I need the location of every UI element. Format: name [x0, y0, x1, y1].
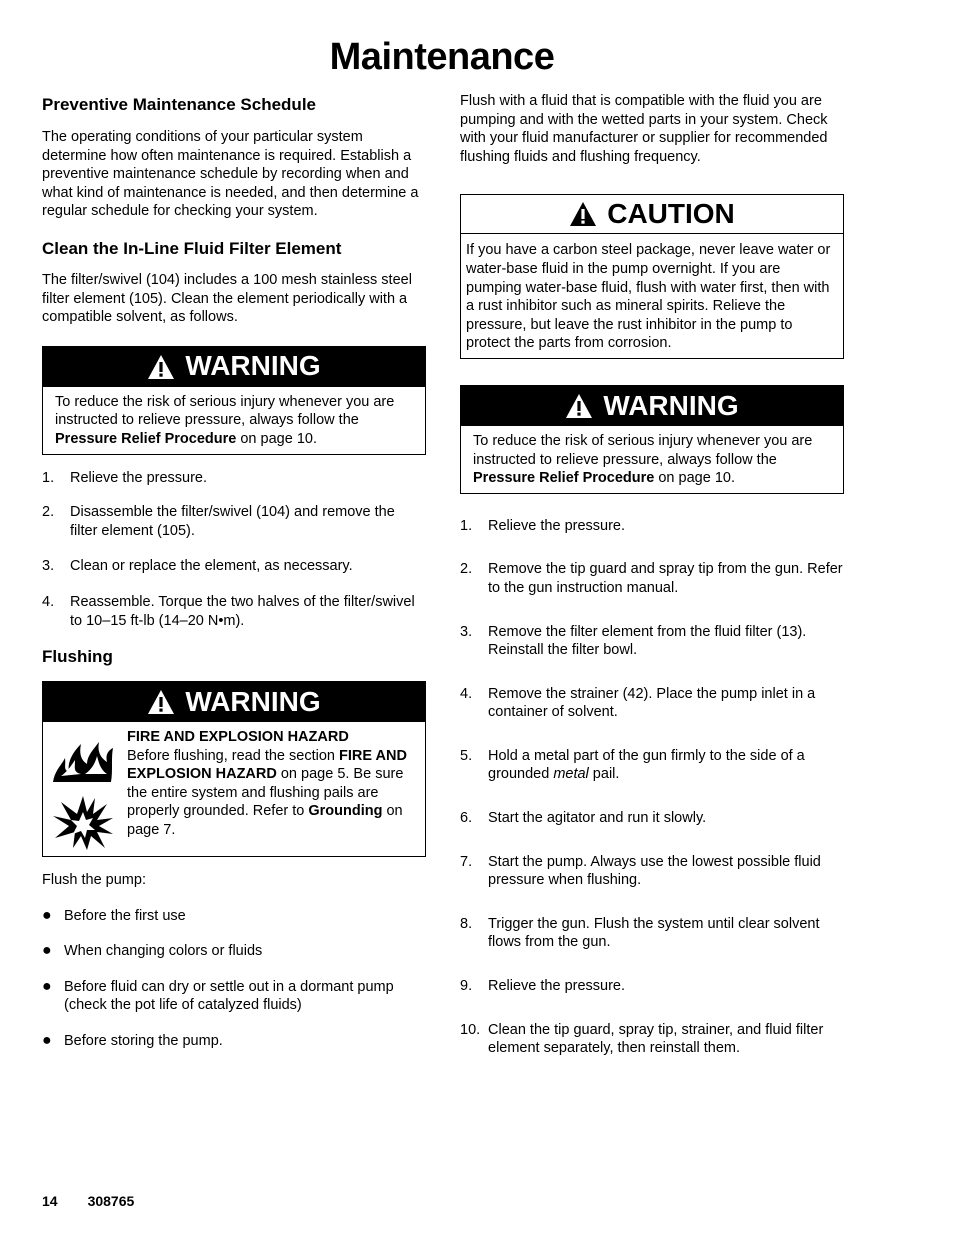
bullet-text: Before the first use: [64, 907, 186, 924]
warning-box-flush: [460, 385, 844, 494]
step-text: Start the pump. Always use the lowest possible fluid pressure when flushing.: [488, 853, 821, 889]
step-number: 4.: [42, 593, 55, 610]
document-number: 308765: [87, 1193, 135, 1209]
step-text: [488, 747, 844, 784]
schedule-heading: Preventive Maintenance Schedule: [42, 95, 316, 114]
filter-heading: Clean the In-Line Fluid Filter Element: [42, 238, 342, 258]
caution-label: CAUTION: [607, 198, 735, 230]
list-item: [460, 1021, 844, 1058]
warning-box-fire: [42, 681, 426, 857]
step-text: Disassemble the filter/swivel (104) and remove the filter element (105).: [70, 504, 395, 539]
warning-text: To reduce the risk of serious injury whenever you are instructed to relieve pressure, always follow the: [473, 432, 813, 468]
list-item: [460, 560, 844, 597]
warning-header: [43, 682, 425, 722]
step-number: 6.: [460, 810, 473, 827]
warning-bold-ref: Pressure Relief Procedure: [473, 470, 655, 487]
warning-text-after: on page 10.: [654, 470, 735, 487]
step-text: Clean the tip guard, spray tip, strainer, and fluid filter element separately, then reinstall them.: [488, 1021, 824, 1057]
step-number: 2.: [42, 504, 55, 521]
warning-box-filter: [42, 346, 426, 455]
warning-text-2: on page 5. Be sure the entire system and flushing pails are properly grounded. Refer to: [127, 766, 404, 820]
list-item: [42, 503, 426, 540]
warning-header: [461, 386, 843, 426]
step-number: 3.: [460, 623, 473, 640]
step-text: Clean or replace the element, as necessary.: [70, 558, 353, 575]
list-item: [460, 685, 844, 722]
warning-text-after: on page 10.: [236, 430, 317, 447]
step-text: Start the agitator and run it slowly.: [488, 810, 707, 827]
list-item: [460, 517, 844, 536]
step-text: Relieve the pressure.: [488, 978, 626, 995]
right-column: [460, 92, 844, 1058]
step-number: 2.: [460, 561, 473, 578]
step-number: 5.: [460, 747, 473, 764]
step-text: Remove the tip guard and spray tip from the gun. Refer to the gun instruction manual.: [488, 561, 843, 596]
step-number: 10.: [460, 1021, 481, 1038]
list-item: [42, 942, 426, 961]
warning-body: [43, 722, 425, 856]
list-item: [42, 978, 426, 1015]
warning-icon: [565, 393, 593, 419]
warning-bold-ref: FIRE AND EXPLOSION HAZARD: [127, 747, 407, 783]
warning-bold-ref: Pressure Relief Procedure: [55, 430, 237, 447]
step-text: Trigger the gun. Flush the system until clear solvent flows from the gun.: [488, 915, 820, 951]
page-footer: [42, 1193, 134, 1209]
step-number: 3.: [42, 558, 55, 575]
warning-body: [461, 426, 843, 493]
step-text: Remove the filter element from the fluid filter (13). Reinstall the filter bowl.: [488, 623, 807, 659]
list-item: [460, 853, 844, 890]
list-item: [460, 977, 844, 996]
warning-text-3: on page 7.: [127, 803, 403, 839]
list-item: [460, 915, 844, 952]
warning-icon: [147, 354, 175, 380]
caution-header: [461, 195, 843, 234]
flush-intro: Flush the pump:: [42, 872, 146, 889]
step-number: 4.: [460, 685, 473, 702]
step-number: 8.: [460, 915, 473, 932]
flushing-heading: Flushing: [42, 647, 113, 667]
warning-label: WARNING: [603, 389, 739, 421]
schedule-text: The operating conditions of your particular system determine how often maintenance is required. Establish a preventive maintenance schedule by recording when and what kind of maintenance is needed, and then determine a regular schedule for checking your system.: [42, 129, 419, 220]
bullet-text: When changing colors or fluids: [64, 943, 263, 960]
step-number: 9.: [460, 978, 473, 995]
flush-fluid-text: Flush with a fluid that is compatible with the fluid you are pumping and with the wetted parts in your system. Check with your fluid manufacturer or supplier for recommended flushing fluids and flushing frequency.: [460, 93, 828, 165]
list-item: [460, 623, 844, 660]
caution-body: If you have a carbon steel package, never leave water or water-base fluid in the pump overnight. If you are pumping water-base fluid, flush with water first, then with a rust inhibitor such as mineral spirits. Relieve the pressure, but leave the rust inhibitor in the pump to protect the parts from corrosion.: [466, 242, 831, 352]
caution-box: [460, 194, 844, 359]
list-item: [42, 469, 426, 488]
bullet-icon: ●: [42, 1032, 52, 1050]
left-column: [42, 92, 426, 1051]
step-text-part: pail.: [588, 766, 620, 783]
bullet-text: Before fluid can dry or settle out in a dormant pump (check the pot life of catalyzed fluids): [64, 978, 394, 1014]
step-number: 1.: [460, 517, 473, 534]
bullet-text: Before storing the pump.: [64, 1033, 223, 1050]
warning-icon: [147, 689, 175, 715]
page-number: 14: [42, 1193, 58, 1209]
explosion-icon: [51, 794, 115, 850]
list-item: [42, 1032, 426, 1051]
bullet-icon: ●: [42, 942, 52, 960]
list-item: [460, 809, 844, 828]
step-text: Remove the strainer (42). Place the pump inlet in a container of solvent.: [488, 685, 816, 721]
warning-label: WARNING: [185, 685, 321, 717]
step-text-part: Hold a metal part of the gun firmly to the side of a grounded: [488, 747, 805, 783]
step-text: Relieve the pressure.: [70, 469, 208, 486]
warning-body: [43, 387, 425, 454]
step-text: Relieve the pressure.: [488, 517, 626, 534]
list-item: [42, 907, 426, 926]
flush-bullets: [42, 907, 426, 1051]
warning-bold-ref: Grounding: [308, 803, 383, 820]
list-item: [42, 557, 426, 576]
warning-text: [127, 728, 415, 850]
step-text: Reassemble. Torque the two halves of the filter/swivel to 10–15 ft-lb (14–20 N•m).: [70, 593, 415, 629]
step-emphasis: metal: [553, 766, 589, 783]
warning-label: WARNING: [185, 350, 321, 382]
warning-header: [43, 347, 425, 387]
step-number: 1.: [42, 469, 55, 486]
step-number: 7.: [460, 853, 473, 870]
list-item: [42, 593, 426, 630]
hazard-icons: [51, 728, 127, 850]
warning-text: To reduce the risk of serious injury whenever you are instructed to relieve pressure, always follow the: [55, 393, 395, 429]
list-item: [460, 747, 844, 784]
bullet-icon: ●: [42, 977, 52, 995]
fire-icon: [51, 736, 115, 784]
hazard-title: FIRE AND EXPLOSION HAZARD: [127, 729, 349, 746]
filter-text: The filter/swivel (104) includes a 100 mesh stainless steel filter element (105). Clean the element periodically with a compatible solvent, as follows.: [42, 271, 412, 326]
warning-text-1: Before flushing, read the section: [127, 747, 339, 764]
bullet-icon: ●: [42, 906, 52, 924]
page-title: Maintenance: [329, 36, 555, 78]
warning-icon: [569, 201, 597, 227]
filter-steps: [42, 469, 426, 631]
flush-steps: [460, 517, 844, 1058]
